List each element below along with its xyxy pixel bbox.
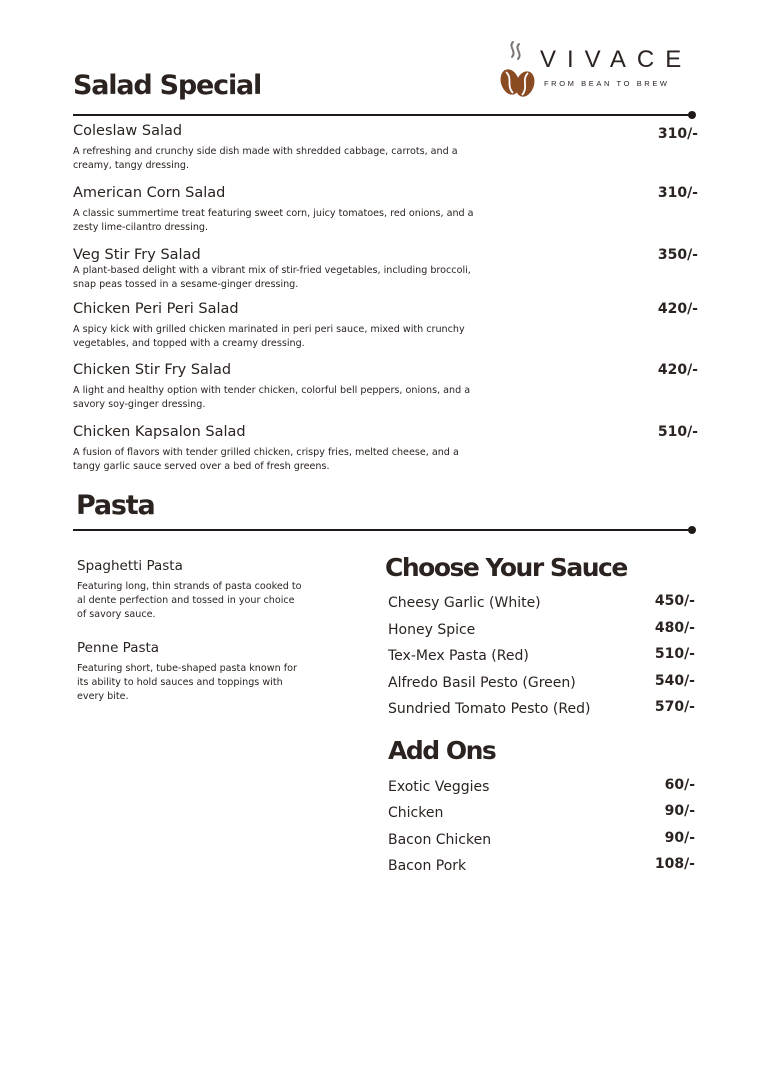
brand-name: VIVACE	[540, 46, 693, 73]
menu-item-price: 310/-	[657, 126, 698, 142]
pasta-item-spaghetti	[77, 558, 317, 622]
sauce-row-honey-spice	[388, 620, 695, 640]
sauce-name: Tex-Mex Pasta (Red)	[388, 648, 529, 664]
menu-item-price: 420/-	[657, 301, 698, 317]
menu-item-name: American Corn Salad	[73, 185, 226, 201]
coffee-bean-steam-icon	[498, 40, 538, 100]
addon-price: 60/-	[664, 777, 695, 793]
menu-item-description: A spicy kick with grilled chicken marinated in peri peri sauce, mixed with crunchy vegetables, and topped with a creamy dressing.	[73, 324, 465, 349]
sauce-name: Cheesy Garlic (White)	[388, 595, 541, 611]
pasta-item-description: Featuring short, tube-shaped pasta known for its ability to hold sauces and toppings with every bite.	[77, 663, 297, 702]
addon-name: Bacon Pork	[388, 858, 467, 874]
menu-item-description: A plant-based delight with a vibrant mix of stir-fried vegetables, including broccoli, snap peas tossed in a sesame-ginger dressing.	[73, 265, 471, 290]
addon-row-bacon-chicken	[388, 830, 695, 850]
pasta-item-name: Penne Pasta	[77, 640, 160, 656]
sauce-row-tex-mex	[388, 646, 695, 666]
sauce-row-alfredo-basil-pesto	[388, 673, 695, 693]
pasta-section-title: Pasta	[76, 490, 155, 521]
sauce-price: 510/-	[654, 646, 695, 662]
sauce-name: Honey Spice	[388, 622, 476, 638]
menu-item-name: Coleslaw Salad	[73, 123, 183, 139]
pasta-item-penne	[77, 640, 317, 704]
addon-name: Bacon Chicken	[388, 832, 492, 848]
pasta-item-name: Spaghetti Pasta	[77, 558, 183, 574]
addon-name: Exotic Veggies	[388, 779, 490, 795]
menu-item-price: 420/-	[657, 362, 698, 378]
salad-section-title: Salad Special	[73, 70, 262, 101]
menu-item-name: Chicken Stir Fry Salad	[73, 362, 232, 378]
menu-item-price: 310/-	[657, 185, 698, 201]
pasta-divider	[73, 529, 692, 531]
menu-item-name: Chicken Peri Peri Salad	[73, 301, 239, 317]
addons-section-title: Add Ons	[388, 736, 496, 765]
addon-name: Chicken	[388, 805, 444, 821]
sauce-price: 480/-	[654, 620, 695, 636]
sauce-row-cheesy-garlic	[388, 593, 695, 613]
sauce-name: Sundried Tomato Pesto (Red)	[388, 701, 591, 717]
salad-divider	[73, 114, 692, 116]
sauce-price: 570/-	[654, 699, 695, 715]
addon-row-exotic-veggies	[388, 777, 695, 797]
sauce-section-title: Choose Your Sauce	[385, 553, 627, 582]
menu-item-description: A classic summertime treat featuring sweet corn, juicy tomatoes, red onions, and a zesty lime-cilantro dressing.	[73, 208, 474, 233]
addon-price: 90/-	[664, 803, 695, 819]
menu-item-price: 510/-	[657, 424, 698, 440]
sauce-name: Alfredo Basil Pesto (Green)	[388, 675, 576, 691]
addon-price: 108/-	[654, 856, 695, 872]
menu-item-name: Veg Stir Fry Salad	[73, 247, 201, 263]
menu-item-description: A light and healthy option with tender chicken, colorful bell peppers, onions, and a savory soy-ginger dressing.	[73, 385, 471, 410]
menu-item-name: Chicken Kapsalon Salad	[73, 424, 246, 440]
sauce-price: 450/-	[654, 593, 695, 609]
addon-row-chicken	[388, 803, 695, 823]
menu-item-description: A fusion of flavors with tender grilled chicken, crispy fries, melted cheese, and a tangy garlic sauce served over a bed of fresh greens.	[73, 447, 459, 472]
addon-price: 90/-	[664, 830, 695, 846]
brand-logo	[498, 40, 693, 100]
pasta-item-description: Featuring long, thin strands of pasta cooked to al dente perfection and tossed in your choice of savory sauce.	[77, 581, 302, 620]
menu-item-description: A refreshing and crunchy side dish made with shredded cabbage, carrots, and a creamy, tangy dressing.	[73, 146, 458, 171]
addon-row-bacon-pork	[388, 856, 695, 876]
sauce-row-sundried-tomato-pesto	[388, 699, 695, 719]
sauce-price: 540/-	[654, 673, 695, 689]
brand-tagline: FROM BEAN TO BREW	[544, 79, 670, 88]
menu-item-price: 350/-	[657, 247, 698, 263]
